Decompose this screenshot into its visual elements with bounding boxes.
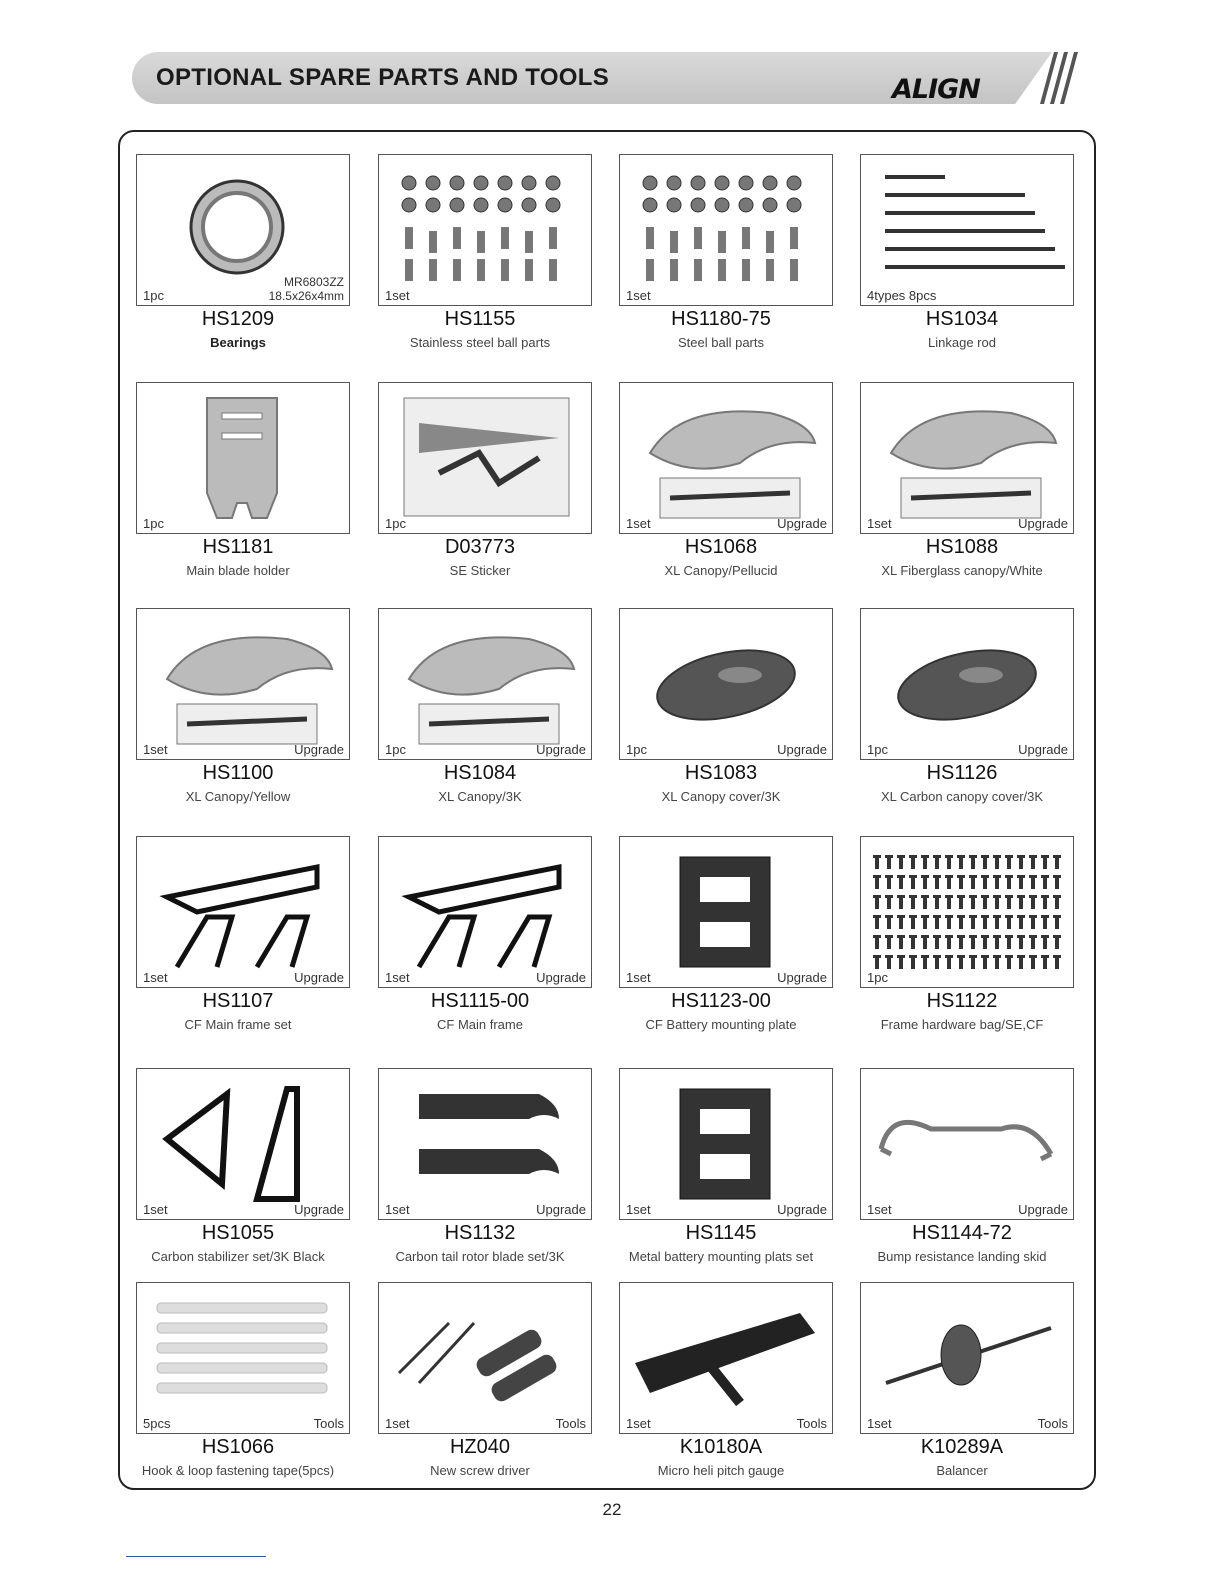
part-image — [378, 836, 592, 988]
part-image — [619, 1068, 833, 1220]
pitch-gauge-icon — [620, 1283, 832, 1433]
part-description: Micro heli pitch gauge — [657, 1463, 785, 1478]
part-quantity: 1set — [385, 1202, 410, 1217]
part-quantity: 1set — [867, 516, 892, 531]
part-code: HS1084 — [443, 762, 517, 784]
part-image — [136, 1282, 350, 1434]
part-quantity: 1set — [867, 1416, 892, 1431]
part-description: New screw driver — [430, 1463, 530, 1478]
part-code: HS1055 — [201, 1222, 275, 1244]
part-description: XL Canopy cover/3K — [661, 789, 781, 804]
part-code: HS1034 — [925, 308, 999, 330]
canopy-icon — [379, 609, 591, 759]
canopy-icon — [861, 383, 1073, 533]
header-banner — [132, 52, 1082, 104]
skid-icon — [861, 1069, 1073, 1219]
part-description: Stainless steel ball parts — [409, 335, 551, 350]
frame-icon — [137, 837, 349, 987]
blade-icon — [379, 1069, 591, 1219]
part-spec-model: MR6803ZZ — [283, 275, 344, 289]
part-description: XL Carbon canopy cover/3K — [880, 789, 1044, 804]
part-image — [378, 382, 592, 534]
balancer-icon — [861, 1283, 1073, 1433]
part-tag: Upgrade — [536, 742, 586, 757]
part-description: Metal battery mounting plats set — [628, 1249, 814, 1264]
part-description: XL Canopy/3K — [438, 789, 522, 804]
part-tag: Upgrade — [1018, 1202, 1068, 1217]
part-image — [136, 382, 350, 534]
part-code: HS1209 — [201, 308, 275, 330]
part-quantity: 1set — [626, 1416, 651, 1431]
part-image — [136, 836, 350, 988]
part-spec — [269, 275, 344, 303]
part-code: HS1126 — [926, 762, 998, 784]
part-image — [860, 1282, 1074, 1434]
part-tag: Upgrade — [294, 742, 344, 757]
part-quantity: 1set — [143, 970, 168, 985]
ball-parts-icon — [379, 155, 591, 305]
linkage-rod-icon — [861, 155, 1073, 305]
part-description: Bearings — [210, 335, 266, 350]
part-quantity: 1set — [626, 516, 651, 531]
part-image — [136, 1068, 350, 1220]
part-code: HS1107 — [202, 990, 274, 1012]
part-description: Bump resistance landing skid — [877, 1249, 1047, 1264]
part-quantity: 1set — [143, 742, 168, 757]
part-description: XL Fiberglass canopy/White — [881, 563, 1043, 578]
part-image — [619, 382, 833, 534]
part-image — [619, 154, 833, 306]
part-quantity: 1set — [385, 970, 410, 985]
part-code: HS1180-75 — [671, 308, 771, 330]
tape-icon — [137, 1283, 349, 1433]
ball-parts-icon — [620, 155, 832, 305]
frame-icon — [379, 837, 591, 987]
stabilizer-icon — [137, 1069, 349, 1219]
part-image — [619, 1282, 833, 1434]
part-code: D03773 — [444, 536, 516, 558]
part-quantity: 1set — [867, 1202, 892, 1217]
part-code: HS1132 — [444, 1222, 516, 1244]
part-code: HS1144-72 — [912, 1222, 1012, 1244]
part-tag: Upgrade — [777, 516, 827, 531]
page-title: OPTIONAL SPARE PARTS AND TOOLS — [156, 64, 610, 91]
part-description: SE Sticker — [449, 563, 511, 578]
part-description: XL Canopy/Pellucid — [664, 563, 778, 578]
part-image — [378, 1068, 592, 1220]
part-quantity: 1set — [143, 1202, 168, 1217]
part-tag: Tools — [1037, 1416, 1068, 1431]
part-image — [619, 608, 833, 760]
part-code: K10180A — [679, 1436, 763, 1458]
canopy-cover-icon — [861, 609, 1073, 759]
part-quantity: 1set — [385, 288, 410, 303]
part-quantity: 1pc — [385, 742, 406, 757]
sticker-icon — [379, 383, 591, 533]
part-quantity: 1pc — [143, 288, 164, 303]
part-image — [860, 382, 1074, 534]
part-image — [860, 1068, 1074, 1220]
part-description: Carbon stabilizer set/3K Black — [151, 1249, 325, 1264]
part-code: HS1181 — [202, 536, 274, 558]
part-code: HS1145 — [685, 1222, 757, 1244]
hardware-icon — [861, 837, 1073, 987]
part-image — [378, 154, 592, 306]
part-quantity: 1set — [626, 1202, 651, 1217]
part-code: HS1123-00 — [671, 990, 771, 1012]
logo-stripes-icon — [1020, 52, 1082, 104]
part-tag: Tools — [796, 1416, 827, 1431]
part-image — [136, 608, 350, 760]
part-description: Steel ball parts — [678, 335, 764, 350]
part-image — [860, 836, 1074, 988]
part-quantity: 1set — [385, 1416, 410, 1431]
blade-holder-icon — [137, 383, 349, 533]
part-tag: Upgrade — [294, 970, 344, 985]
part-description: XL Canopy/Yellow — [185, 789, 291, 804]
part-spec-size: 18.5x26x4mm — [268, 289, 344, 303]
part-code: HS1115-00 — [430, 990, 530, 1012]
plate-icon — [620, 837, 832, 987]
part-quantity: 5pcs — [143, 1416, 171, 1431]
part-image — [860, 608, 1074, 760]
part-code: HS1068 — [684, 536, 758, 558]
part-quantity: 1pc — [143, 516, 164, 531]
part-quantity: 1pc — [626, 742, 647, 757]
part-code: HS1066 — [201, 1436, 275, 1458]
part-description: Hook & loop fastening tape(5pcs) — [141, 1463, 335, 1478]
part-quantity: 1set — [626, 970, 651, 985]
part-tag: Upgrade — [777, 970, 827, 985]
footer-line — [126, 1556, 266, 1557]
canopy-icon — [137, 609, 349, 759]
part-description: CF Main frame — [437, 1017, 523, 1032]
screwdriver-icon — [379, 1283, 591, 1433]
part-code: HS1100 — [202, 762, 274, 784]
part-image — [378, 1282, 592, 1434]
part-code: HS1088 — [925, 536, 999, 558]
part-quantity: 1pc — [867, 742, 888, 757]
part-quantity: 4types 8pcs — [867, 288, 937, 303]
part-tag: Tools — [313, 1416, 344, 1431]
part-description: Balancer — [936, 1463, 988, 1478]
part-image — [378, 608, 592, 760]
part-code: K10289A — [920, 1436, 1004, 1458]
part-description: Linkage rod — [928, 335, 996, 350]
part-tag: Upgrade — [777, 1202, 827, 1217]
part-tag: Tools — [555, 1416, 586, 1431]
part-code: HS1155 — [444, 308, 516, 330]
part-image — [860, 154, 1074, 306]
part-tag: Upgrade — [294, 1202, 344, 1217]
part-quantity: 1pc — [867, 970, 888, 985]
part-tag: Upgrade — [1018, 516, 1068, 531]
part-quantity: 1set — [626, 288, 651, 303]
page-number: 22 — [602, 1500, 622, 1519]
part-image — [619, 836, 833, 988]
part-tag: Upgrade — [777, 742, 827, 757]
plate-icon — [620, 1069, 832, 1219]
align-logo: ALIGN — [892, 74, 980, 105]
part-code: HS1122 — [926, 990, 998, 1012]
part-tag: Upgrade — [1018, 742, 1068, 757]
part-description: CF Main frame set — [184, 1017, 292, 1032]
part-description: Frame hardware bag/SE,CF — [880, 1017, 1044, 1032]
part-description: Carbon tail rotor blade set/3K — [395, 1249, 565, 1264]
part-tag: Upgrade — [536, 970, 586, 985]
part-code: HS1083 — [684, 762, 758, 784]
canopy-cover-icon — [620, 609, 832, 759]
part-description: CF Battery mounting plate — [645, 1017, 797, 1032]
part-image — [136, 154, 350, 306]
part-tag: Upgrade — [536, 1202, 586, 1217]
canopy-icon — [620, 383, 832, 533]
part-quantity: 1pc — [385, 516, 406, 531]
part-code: HZ040 — [449, 1436, 511, 1458]
part-description: Main blade holder — [186, 563, 290, 578]
